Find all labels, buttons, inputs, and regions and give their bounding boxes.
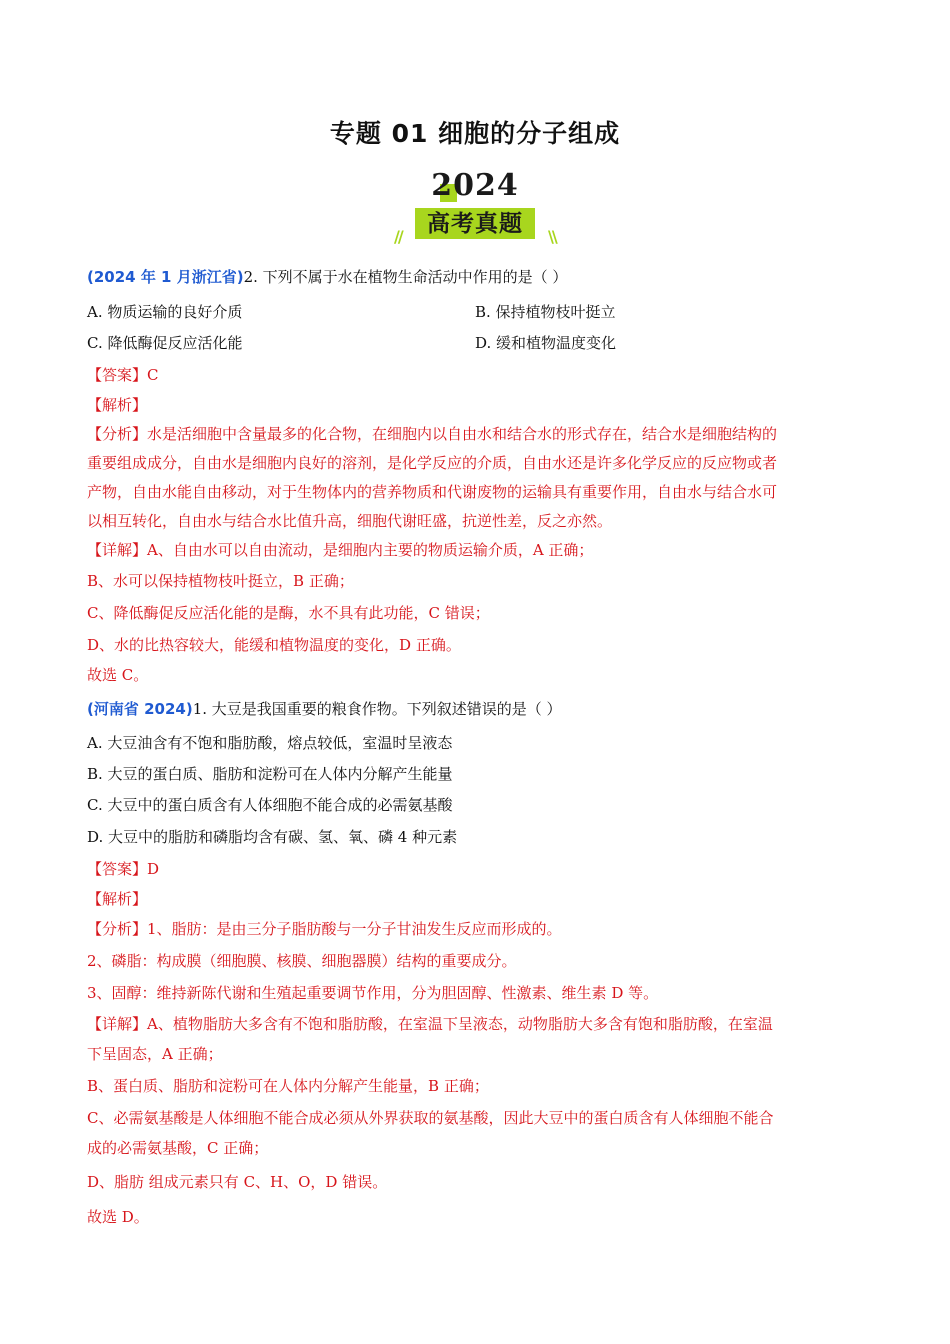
- q1-analysis-line: 以相互转化，自由水与结合水比值升高，细胞代谢旺盛，抗逆性差，反之亦然。: [87, 512, 613, 530]
- q2-analysis-header: 【解析】: [87, 890, 148, 908]
- q1-detail-line: C、降低酶促反应活化能的是酶，水不具有此功能，C 错误；: [87, 604, 490, 622]
- q2-detail-line: D、脂肪 组成元素只有 C、H、O，D 错误。: [87, 1173, 388, 1191]
- q2-detail-line: 下呈固态，A 正确；: [87, 1045, 223, 1063]
- q1-option-a: A. 物质运输的良好介质: [87, 303, 243, 321]
- q2-stem: 1. 大豆是我国重要的粮食作物。下列叙述错误的是（ ）: [192, 700, 562, 718]
- q2-analysis-line: 3、固醇：维持新陈代谢和生殖起重要调节作用，分为胆固醇、性激素、维生素 D 等。: [87, 984, 659, 1002]
- q1-analysis-line: 产物，自由水能自由移动，对于生物体内的营养物质和代谢废物的运输具有重要作用，自由水与结合水可: [87, 483, 778, 501]
- q2-detail-line: 【详解】A、植物脂肪大多含有不饱和脂肪酸，在室温下呈液态，动物脂肪大多含有饱和脂肪酸，在室温: [87, 1015, 773, 1033]
- page-title: 专题 01 细胞的分子组成: [329, 119, 621, 148]
- q1-option-d: D. 缓和植物温度变化: [475, 334, 617, 352]
- q1-option-b: B. 保持植物枝叶挺立: [475, 303, 616, 321]
- exam-banner: [0, 168, 950, 248]
- q2-conclusion: 故选 D。: [87, 1208, 149, 1226]
- banner-label-box: [415, 208, 535, 239]
- q1-detail-line: 【详解】A、自由水可以自由流动，是细胞内主要的物质运输介质，A 正确；: [87, 541, 594, 559]
- q2-analysis-line: 【分析】1、脂肪：是由三分子脂肪酸与一分子甘油发生反应而形成的。: [87, 920, 562, 938]
- q2-detail-line: B、蛋白质、脂肪和淀粉可在人体内分解产生能量，B 正确；: [87, 1077, 489, 1095]
- q2-option-c: C. 大豆中的蛋白质含有人体细胞不能合成的必需氨基酸: [87, 796, 453, 814]
- q1-analysis-header: 【解析】: [87, 396, 148, 414]
- q1-option-c: C. 降低酶促反应活化能: [87, 334, 243, 352]
- q1-analysis-line: 【分析】水是活细胞中含量最多的化合物，在细胞内以自由水和结合水的形式存在，结合水是细胞结构的: [87, 425, 778, 443]
- q2-detail-line: 成的必需氨基酸，C 正确；: [87, 1139, 269, 1157]
- banner-label: 高考真题: [427, 211, 523, 237]
- q1-answer: 【答案】C: [87, 366, 159, 384]
- q1-conclusion: 故选 C。: [87, 666, 149, 684]
- q2-answer: 【答案】D: [87, 860, 160, 878]
- q2-option-b: B. 大豆的蛋白质、脂肪和淀粉可在人体内分解产生能量: [87, 765, 453, 783]
- q1-analysis-line: 重要组成成分，自由水是细胞内良好的溶剂，是化学反应的介质，自由水还是许多化学反应的反应物或者: [87, 454, 778, 472]
- q1-detail-line: B、水可以保持植物枝叶挺立，B 正确；: [87, 572, 354, 590]
- q1-stem-line: [87, 267, 567, 287]
- q2-option-d: D. 大豆中的脂肪和磷脂均含有碳、氢、氧、磷 4 种元素: [87, 828, 458, 846]
- banner-slash-right-icon: \\: [548, 227, 556, 246]
- q1-stem: 2. 下列不属于水在植物生命活动中作用的是（ ）: [243, 268, 568, 286]
- q2-option-a: A. 大豆油含有不饱和脂肪酸，熔点较低，室温时呈液态: [87, 734, 453, 752]
- q1-detail-line: D、水的比热容较大，能缓和植物温度的变化，D 正确。: [87, 636, 461, 654]
- q1-source: (2024 年 1 月浙江省): [87, 268, 244, 286]
- q2-stem-line: [87, 699, 562, 719]
- q2-source: (河南省 2024): [87, 700, 193, 718]
- q2-detail-line: C、必需氨基酸是人体细胞不能合成必须从外界获取的氨基酸，因此大豆中的蛋白质含有人体细胞不能合: [87, 1109, 774, 1127]
- banner-slash-left-icon: //: [394, 227, 402, 246]
- q2-analysis-line: 2、磷脂：构成膜（细胞膜、核膜、细胞器膜）结构的重要成分。: [87, 952, 517, 970]
- banner-year: 2024: [431, 168, 519, 203]
